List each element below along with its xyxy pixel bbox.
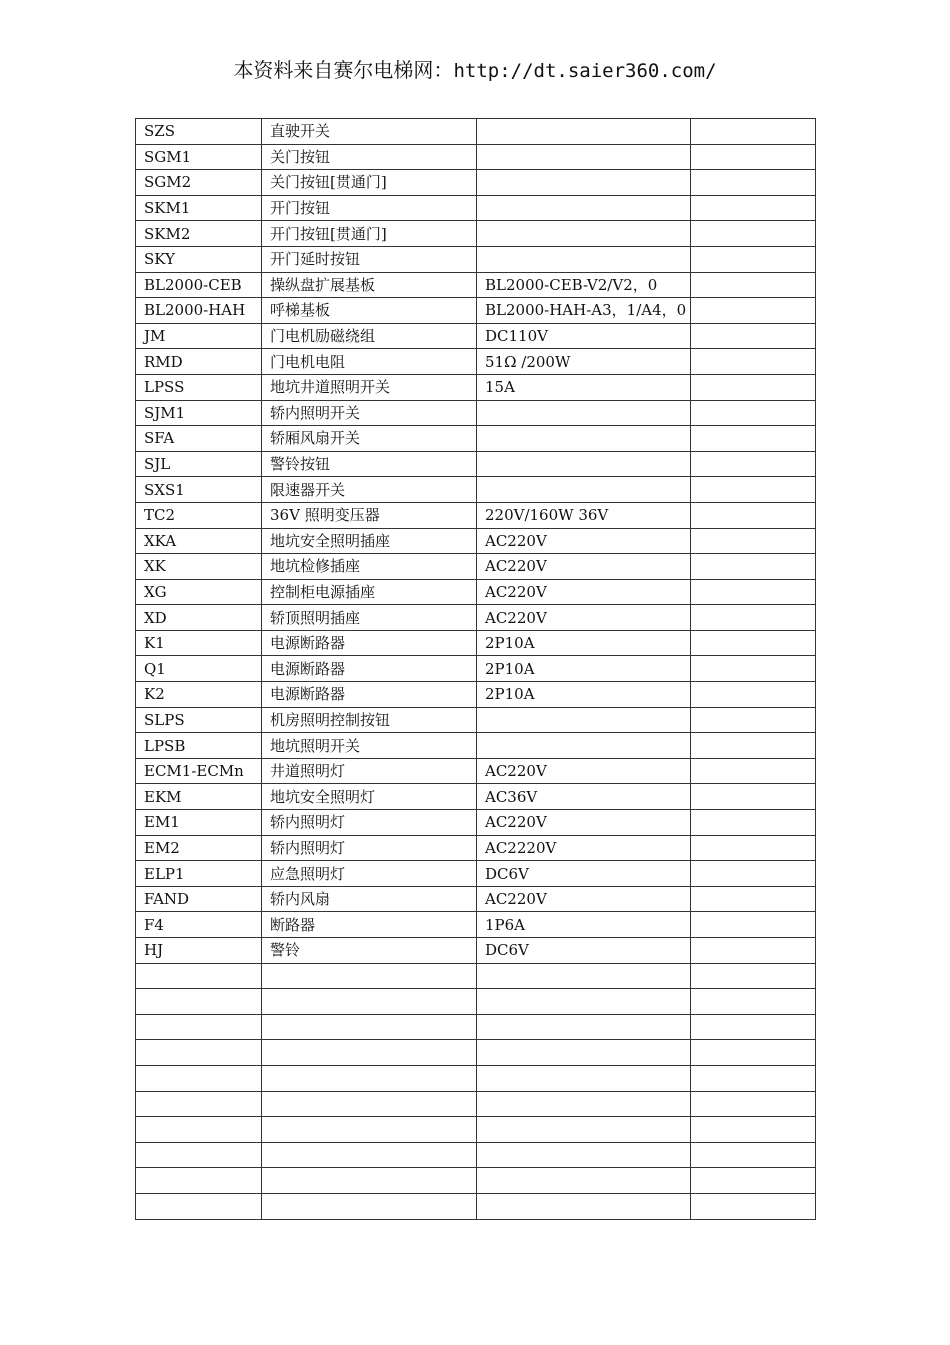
table-row	[136, 426, 816, 452]
header-label: 本资料来自赛尔电梯网：	[233, 58, 454, 82]
code-cell: SGM2	[136, 170, 262, 196]
description-cell: 限速器开关	[262, 477, 477, 503]
remark-cell	[691, 989, 816, 1015]
table-row	[136, 246, 816, 272]
code-cell	[136, 1193, 262, 1219]
code-cell: RMD	[136, 349, 262, 375]
spec-cell: AC2220V	[477, 835, 691, 861]
spec-cell: AC220V	[477, 579, 691, 605]
spec-cell	[477, 170, 691, 196]
code-cell: LPSB	[136, 733, 262, 759]
description-cell	[262, 989, 477, 1015]
code-cell	[136, 1014, 262, 1040]
code-cell: SLPS	[136, 707, 262, 733]
table-row	[136, 195, 816, 221]
remark-cell	[691, 451, 816, 477]
spec-cell: AC36V	[477, 784, 691, 810]
spec-cell	[477, 1168, 691, 1194]
remark-cell	[691, 733, 816, 759]
spec-cell: 1P6A	[477, 912, 691, 938]
table-row	[136, 861, 816, 887]
table-row	[136, 1091, 816, 1117]
description-cell: 关门按钮	[262, 144, 477, 170]
spec-cell: 2P10A	[477, 682, 691, 708]
remark-cell	[691, 554, 816, 580]
spec-cell: 220V/160W 36V	[477, 502, 691, 528]
code-cell	[136, 1142, 262, 1168]
remark-cell	[691, 374, 816, 400]
code-cell	[136, 1091, 262, 1117]
remark-cell	[691, 579, 816, 605]
spec-cell: 2P10A	[477, 630, 691, 656]
spec-cell: AC220V	[477, 886, 691, 912]
description-cell	[262, 1193, 477, 1219]
spec-cell: DC6V	[477, 861, 691, 887]
spec-cell	[477, 733, 691, 759]
table-row	[136, 810, 816, 836]
code-cell: EKM	[136, 784, 262, 810]
table-row	[136, 502, 816, 528]
table-row	[136, 1014, 816, 1040]
remark-cell	[691, 886, 816, 912]
remark-cell	[691, 784, 816, 810]
spec-cell	[477, 1040, 691, 1066]
description-cell: 警铃	[262, 938, 477, 964]
description-cell: 机房照明控制按钮	[262, 707, 477, 733]
spec-cell	[477, 195, 691, 221]
remark-cell	[691, 861, 816, 887]
remark-cell	[691, 630, 816, 656]
table-row	[136, 656, 816, 682]
spec-cell: 2P10A	[477, 656, 691, 682]
code-cell	[136, 1065, 262, 1091]
spec-cell	[477, 426, 691, 452]
table-row	[136, 963, 816, 989]
table-row	[136, 298, 816, 324]
remark-cell	[691, 1117, 816, 1143]
spec-cell	[477, 144, 691, 170]
code-cell: Q1	[136, 656, 262, 682]
remark-cell	[691, 1040, 816, 1066]
description-cell	[262, 1168, 477, 1194]
description-cell: 轿内风扇	[262, 886, 477, 912]
description-cell: 轿顶照明插座	[262, 605, 477, 631]
code-cell	[136, 1040, 262, 1066]
description-cell	[262, 1014, 477, 1040]
description-cell: 轿厢风扇开关	[262, 426, 477, 452]
remark-cell	[691, 1091, 816, 1117]
spec-cell: DC110V	[477, 323, 691, 349]
code-cell: SGM1	[136, 144, 262, 170]
description-cell	[262, 963, 477, 989]
remark-cell	[691, 502, 816, 528]
table-row	[136, 144, 816, 170]
description-cell: 警铃按钮	[262, 451, 477, 477]
description-cell: 门电机电阻	[262, 349, 477, 375]
code-cell: SXS1	[136, 477, 262, 503]
description-cell: 控制柜电源插座	[262, 579, 477, 605]
remark-cell	[691, 221, 816, 247]
description-cell: 应急照明灯	[262, 861, 477, 887]
remark-cell	[691, 1142, 816, 1168]
description-cell: 呼梯基板	[262, 298, 477, 324]
description-cell: 电源断路器	[262, 682, 477, 708]
table-row	[136, 733, 816, 759]
page-header	[0, 56, 950, 85]
table-row	[136, 1065, 816, 1091]
remark-cell	[691, 1193, 816, 1219]
remark-cell	[691, 912, 816, 938]
description-cell: 井道照明灯	[262, 758, 477, 784]
spec-cell: 51Ω /200W	[477, 349, 691, 375]
spec-cell: BL2000-HAH-A3，1/A4，0	[477, 298, 691, 324]
remark-cell	[691, 349, 816, 375]
code-cell: SZS	[136, 119, 262, 145]
remark-cell	[691, 1065, 816, 1091]
code-cell: BL2000-HAH	[136, 298, 262, 324]
remark-cell	[691, 605, 816, 631]
table-row	[136, 349, 816, 375]
table-row	[136, 1193, 816, 1219]
table-row	[136, 1040, 816, 1066]
table-row	[136, 784, 816, 810]
spec-cell	[477, 119, 691, 145]
description-cell: 轿内照明开关	[262, 400, 477, 426]
spec-cell	[477, 1193, 691, 1219]
description-cell: 直驶开关	[262, 119, 477, 145]
code-cell: SKM1	[136, 195, 262, 221]
description-cell	[262, 1117, 477, 1143]
table-row	[136, 528, 816, 554]
remark-cell	[691, 195, 816, 221]
code-cell: XD	[136, 605, 262, 631]
code-cell	[136, 963, 262, 989]
table-row	[136, 912, 816, 938]
code-cell: F4	[136, 912, 262, 938]
remark-cell	[691, 810, 816, 836]
code-cell: ELP1	[136, 861, 262, 887]
table-row	[136, 1142, 816, 1168]
code-cell: HJ	[136, 938, 262, 964]
description-cell: 36V 照明变压器	[262, 502, 477, 528]
remark-cell	[691, 323, 816, 349]
table-row	[136, 221, 816, 247]
table-row	[136, 119, 816, 145]
description-cell: 开门按钮	[262, 195, 477, 221]
code-cell: ECM1-ECMn	[136, 758, 262, 784]
description-cell	[262, 1065, 477, 1091]
remark-cell	[691, 1014, 816, 1040]
description-cell: 开门按钮[贯通门]	[262, 221, 477, 247]
components-table-body	[136, 119, 816, 1220]
table-row	[136, 989, 816, 1015]
remark-cell	[691, 758, 816, 784]
remark-cell	[691, 1168, 816, 1194]
spec-cell	[477, 1091, 691, 1117]
table-row	[136, 272, 816, 298]
table-row	[136, 323, 816, 349]
spec-cell	[477, 1142, 691, 1168]
remark-cell	[691, 119, 816, 145]
description-cell: 操纵盘扩展基板	[262, 272, 477, 298]
code-cell: XG	[136, 579, 262, 605]
code-cell: FAND	[136, 886, 262, 912]
table-row	[136, 938, 816, 964]
spec-cell	[477, 221, 691, 247]
remark-cell	[691, 682, 816, 708]
spec-cell	[477, 477, 691, 503]
description-cell	[262, 1040, 477, 1066]
table-row	[136, 374, 816, 400]
code-cell: XK	[136, 554, 262, 580]
code-cell: BL2000-CEB	[136, 272, 262, 298]
spec-cell	[477, 400, 691, 426]
code-cell: K2	[136, 682, 262, 708]
remark-cell	[691, 246, 816, 272]
remark-cell	[691, 477, 816, 503]
code-cell: K1	[136, 630, 262, 656]
code-cell	[136, 1168, 262, 1194]
table-row	[136, 1168, 816, 1194]
remark-cell	[691, 272, 816, 298]
table-row	[136, 886, 816, 912]
description-cell: 地坑照明开关	[262, 733, 477, 759]
spec-cell: AC220V	[477, 528, 691, 554]
remark-cell	[691, 528, 816, 554]
description-cell: 地坑检修插座	[262, 554, 477, 580]
code-cell: EM2	[136, 835, 262, 861]
code-cell: TC2	[136, 502, 262, 528]
spec-cell: AC220V	[477, 758, 691, 784]
spec-cell: AC220V	[477, 605, 691, 631]
code-cell: SJL	[136, 451, 262, 477]
table-row	[136, 477, 816, 503]
table-row	[136, 835, 816, 861]
code-cell: SKM2	[136, 221, 262, 247]
remark-cell	[691, 400, 816, 426]
spec-cell: DC6V	[477, 938, 691, 964]
code-cell: SJM1	[136, 400, 262, 426]
code-cell: XKA	[136, 528, 262, 554]
table-row	[136, 758, 816, 784]
remark-cell	[691, 963, 816, 989]
description-cell	[262, 1142, 477, 1168]
table-row	[136, 707, 816, 733]
spec-cell: AC220V	[477, 810, 691, 836]
remark-cell	[691, 835, 816, 861]
description-cell: 地坑安全照明插座	[262, 528, 477, 554]
description-cell: 关门按钮[贯通门]	[262, 170, 477, 196]
table-row	[136, 400, 816, 426]
spec-cell: 15A	[477, 374, 691, 400]
spec-cell	[477, 989, 691, 1015]
table-row	[136, 682, 816, 708]
spec-cell	[477, 1117, 691, 1143]
table-row	[136, 1117, 816, 1143]
description-cell: 轿内照明灯	[262, 835, 477, 861]
description-cell: 电源断路器	[262, 630, 477, 656]
table-row	[136, 170, 816, 196]
code-cell	[136, 989, 262, 1015]
code-cell: JM	[136, 323, 262, 349]
description-cell: 地坑井道照明开关	[262, 374, 477, 400]
description-cell	[262, 1091, 477, 1117]
table-row	[136, 451, 816, 477]
description-cell: 开门延时按钮	[262, 246, 477, 272]
description-cell: 电源断路器	[262, 656, 477, 682]
code-cell: SFA	[136, 426, 262, 452]
table-row	[136, 579, 816, 605]
spec-cell	[477, 246, 691, 272]
remark-cell	[691, 656, 816, 682]
remark-cell	[691, 298, 816, 324]
description-cell: 门电机励磁绕组	[262, 323, 477, 349]
remark-cell	[691, 144, 816, 170]
spec-cell	[477, 963, 691, 989]
table-row	[136, 630, 816, 656]
remark-cell	[691, 707, 816, 733]
code-cell	[136, 1117, 262, 1143]
spec-cell: BL2000-CEB-V2/V2，0	[477, 272, 691, 298]
code-cell: SKY	[136, 246, 262, 272]
spec-cell	[477, 707, 691, 733]
remark-cell	[691, 170, 816, 196]
remark-cell	[691, 938, 816, 964]
code-cell: LPSS	[136, 374, 262, 400]
components-table	[135, 118, 816, 1220]
spec-cell: AC220V	[477, 554, 691, 580]
code-cell: EM1	[136, 810, 262, 836]
table-row	[136, 554, 816, 580]
spec-cell	[477, 451, 691, 477]
description-cell: 断路器	[262, 912, 477, 938]
remark-cell	[691, 426, 816, 452]
description-cell: 地坑安全照明灯	[262, 784, 477, 810]
header-url-link[interactable]: http://dt.saier360.com/	[453, 60, 717, 82]
description-cell: 轿内照明灯	[262, 810, 477, 836]
spec-cell	[477, 1065, 691, 1091]
spec-cell	[477, 1014, 691, 1040]
table-row	[136, 605, 816, 631]
